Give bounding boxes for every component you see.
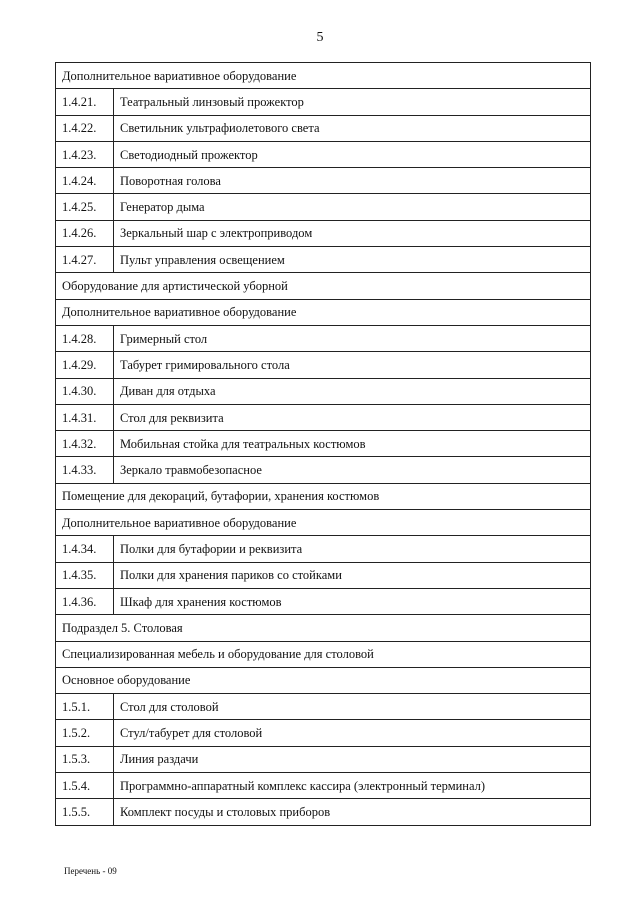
page-number: 5 <box>316 30 324 45</box>
item-name: Поворотная голова <box>114 168 591 194</box>
item-name: Театральный линзовый прожектор <box>114 89 591 115</box>
section-title: Дополнительное вариативное оборудование <box>56 63 591 89</box>
item-row <box>56 746 591 772</box>
item-row <box>56 325 591 351</box>
item-name: Зеркальный шар с электроприводом <box>114 220 591 246</box>
item-name: Стул/табурет для столовой <box>114 720 591 746</box>
item-number: 1.5.5. <box>56 799 114 825</box>
section-row <box>56 510 591 536</box>
section-title: Помещение для декораций, бутафории, хранения костюмов <box>56 483 591 509</box>
item-row <box>56 562 591 588</box>
section-title: Дополнительное вариативное оборудование <box>56 510 591 536</box>
item-row <box>56 536 591 562</box>
item-name: Диван для отдыха <box>114 378 591 404</box>
item-number: 1.4.27. <box>56 247 114 273</box>
item-name: Мобильная стойка для театральных костюмов <box>114 431 591 457</box>
equipment-table-body <box>56 63 591 826</box>
item-row <box>56 89 591 115</box>
item-name: Программно-аппаратный комплекс кассира (электронный терминал) <box>114 773 591 799</box>
item-number: 1.4.24. <box>56 168 114 194</box>
item-name: Табурет гримировального стола <box>114 352 591 378</box>
item-name: Шкаф для хранения костюмов <box>114 588 591 614</box>
item-number: 1.4.31. <box>56 404 114 430</box>
item-number: 1.4.34. <box>56 536 114 562</box>
item-number: 1.4.35. <box>56 562 114 588</box>
item-number: 1.4.23. <box>56 141 114 167</box>
item-number: 1.5.2. <box>56 720 114 746</box>
item-number: 1.4.28. <box>56 325 114 351</box>
section-row <box>56 615 591 641</box>
item-name: Стол для столовой <box>114 694 591 720</box>
section-row <box>56 483 591 509</box>
section-row <box>56 667 591 693</box>
item-row <box>56 168 591 194</box>
item-number: 1.4.30. <box>56 378 114 404</box>
item-row <box>56 431 591 457</box>
footer-text: Перечень - 09 <box>64 866 117 876</box>
item-number: 1.5.1. <box>56 694 114 720</box>
item-name: Зеркало травмобезопасное <box>114 457 591 483</box>
item-row <box>56 720 591 746</box>
item-number: 1.4.32. <box>56 431 114 457</box>
item-number: 1.5.4. <box>56 773 114 799</box>
item-row <box>56 141 591 167</box>
item-number: 1.4.22. <box>56 115 114 141</box>
item-row <box>56 352 591 378</box>
section-title: Основное оборудование <box>56 667 591 693</box>
item-number: 1.4.21. <box>56 89 114 115</box>
item-number: 1.4.33. <box>56 457 114 483</box>
item-name: Генератор дыма <box>114 194 591 220</box>
section-row <box>56 273 591 299</box>
item-row <box>56 247 591 273</box>
section-title: Подраздел 5. Столовая <box>56 615 591 641</box>
item-row <box>56 220 591 246</box>
item-row <box>56 799 591 825</box>
section-title: Специализированная мебель и оборудование для столовой <box>56 641 591 667</box>
item-row <box>56 457 591 483</box>
item-name: Гримерный стол <box>114 325 591 351</box>
item-row <box>56 694 591 720</box>
item-name: Пульт управления освещением <box>114 247 591 273</box>
section-row <box>56 63 591 89</box>
item-row <box>56 194 591 220</box>
item-row <box>56 404 591 430</box>
item-row <box>56 588 591 614</box>
item-row <box>56 773 591 799</box>
section-row <box>56 299 591 325</box>
item-row <box>56 115 591 141</box>
equipment-table <box>55 62 591 826</box>
section-title: Дополнительное вариативное оборудование <box>56 299 591 325</box>
item-number: 1.4.36. <box>56 588 114 614</box>
section-row <box>56 641 591 667</box>
item-number: 1.4.29. <box>56 352 114 378</box>
item-number: 1.4.26. <box>56 220 114 246</box>
item-name: Комплект посуды и столовых приборов <box>114 799 591 825</box>
item-number: 1.5.3. <box>56 746 114 772</box>
item-name: Линия раздачи <box>114 746 591 772</box>
item-name: Полки для бутафории и реквизита <box>114 536 591 562</box>
item-name: Светодиодный прожектор <box>114 141 591 167</box>
section-title: Оборудование для артистической уборной <box>56 273 591 299</box>
item-row <box>56 378 591 404</box>
item-name: Полки для хранения париков со стойками <box>114 562 591 588</box>
item-number: 1.4.25. <box>56 194 114 220</box>
item-name: Светильник ультрафиолетового света <box>114 115 591 141</box>
item-name: Стол для реквизита <box>114 404 591 430</box>
